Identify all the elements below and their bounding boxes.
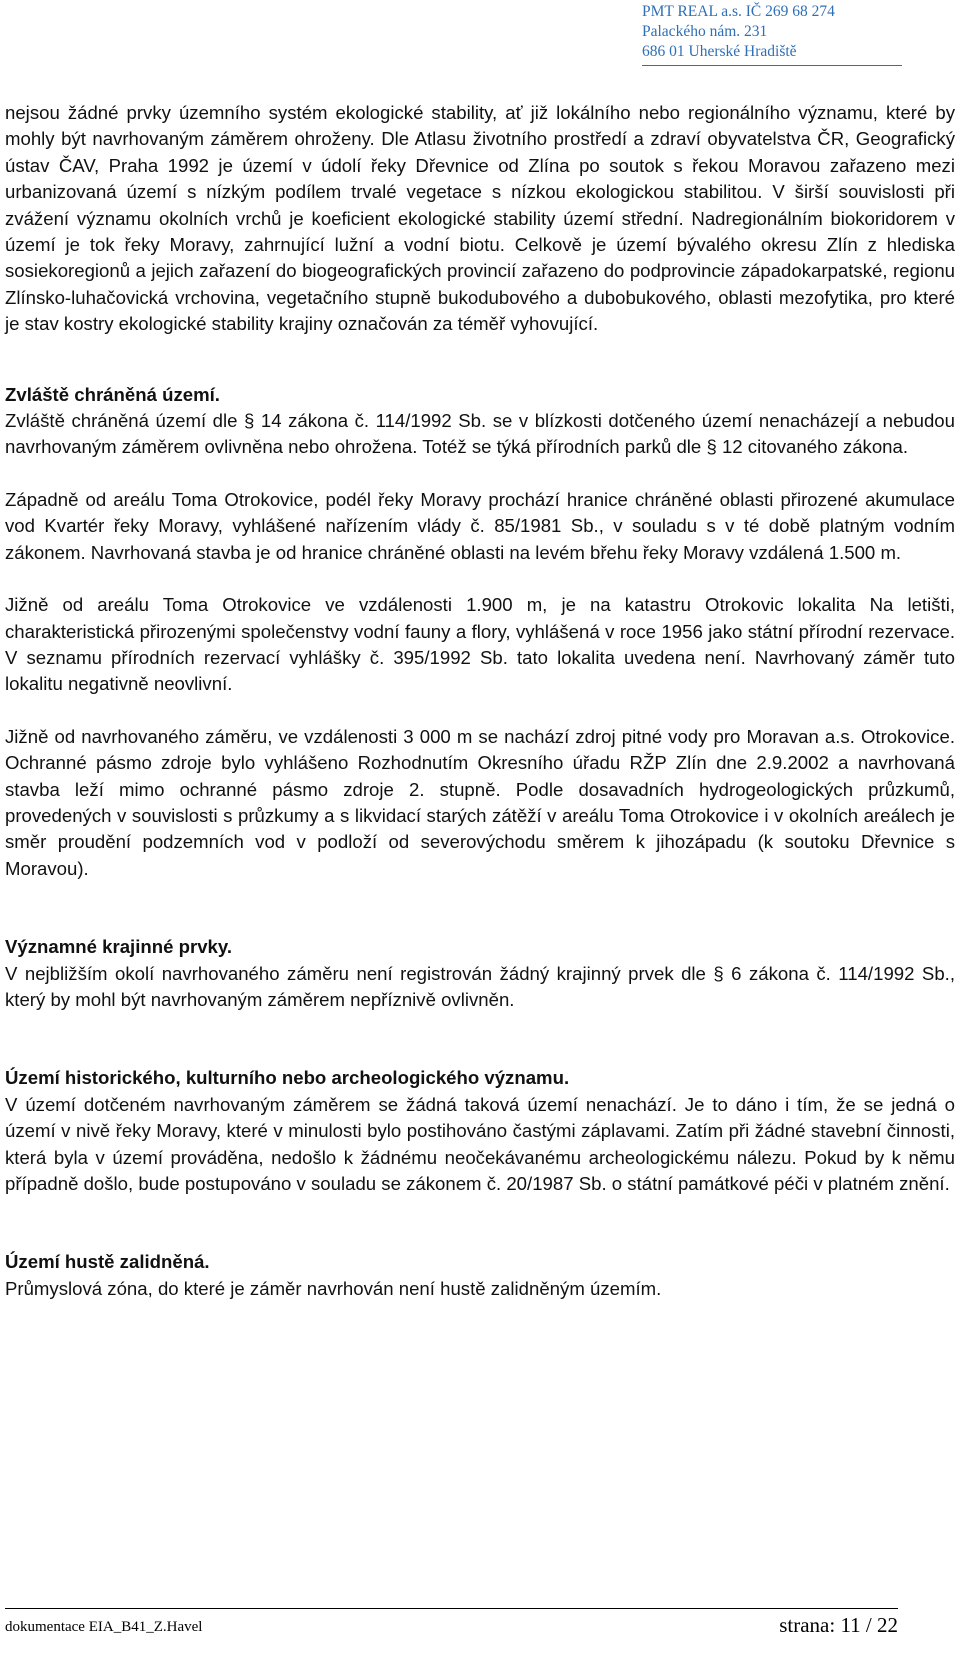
footer-document-name: dokumentace EIA_B41_Z.Havel (5, 1619, 203, 1635)
company-street: Palackého nám. 231 (642, 23, 768, 40)
paragraph: Průmyslová zóna, do které je záměr navrhován není hustě zalidněným územím. (5, 1277, 662, 1299)
page-footer (5, 1608, 898, 1637)
section-title-protected-areas: Zvláště chráněná území. (5, 383, 220, 405)
paragraph: Jižně od areálu Toma Otrokovice ve vzdálenosti 1.900 m, je na katastru Otrokovic lokalita Na letišti, charakteristická přirozenými společenstvy vodní fauny a flory, vyhlášená v roce 1956 jako státní přírodní rezervace. V seznamu přírodních rezervací vyhlášky č. 395/1992 Sb. tato lokalita uvedena není. Navrhovaný záměr tuto lokalitu negativně neovlivní. (5, 594, 955, 695)
paragraph: Západně od areálu Toma Otrokovice, podél řeky Moravy prochází hranice chráněné oblasti přirozené akumulace vod Kvartér řeky Moravy, vyhlášené nařízením vlády č. 85/1981 Sb., v souladu s v té době platným vodním zákonem. Navrhovaná stavba je od hranice chráněné oblasti na levém břehu řeky Moravy vzdálená 1.500 m. (5, 488, 955, 563)
company-city: 686 01 Uherské Hradiště (642, 43, 797, 60)
paragraph: Jižně od navrhovaného záměru, ve vzdálenosti 3 000 m se nachází zdroj pitné vody pro Moravan a.s. Otrokovice. Ochranné pásmo zdroje bylo vyhlášeno Rozhodnutím Okresního úřadu RŽP Zlín dne 2.9.2002 a navrhovaná stavba leží mimo ochranné pásmo zdroje 2. stupně. Podle dosavadních hydrogeologických průzkumů, provedených v souvislosti s průzkumy a s likvidací starých zátěží v areálu Toma Otrokovice i v okolních areálech je směr proudění podzemních vod v podloží od severovýchodu směrem k jihozápadu (k soutoku Dřevnice s Moravou). (5, 725, 955, 879)
page-number: strana: 11 / 22 (779, 1613, 898, 1637)
intro-paragraph: nejsou žádné prvky územního systém ekologické stability, ať již lokálního nebo regionálního významu, které by mohly být navrhovaným záměrem ohroženy. Dle Atlasu životního prostředí a zdraví obyvatelstva ČR, Geografický ústav ČAV, Praha 1992 je území v údolí řeky Dřevnice od Zlína po soutok s řekou Moravou zařazeno mezi urbanizovaná území s nízkým podílem trvalé vegetace s nízkou ekologickou stabilitou. V širší souvislosti při zvážení významu okolních vrchů je koeficient ekologické stability území střední. Nadregionálním biokoridorem v území je tok řeky Moravy, zahrnující lužní a vodní biotu. Celkově je území bývalého okresu Zlín z hlediska sosiekoregionů a jejich zařazení do biogeografických provincií zařazeno do podprovincie západokarpatské, regionu Zlínsko-luhačovická vrchovina, vegetačního stupně bukodubového a dubobukového, oblasti mezofytika, pro které je stav kostry ekologické stability krajiny označován za téměř vyhovující. (5, 102, 955, 335)
section-title-populated-areas: Území hustě zalidněná. (5, 1251, 210, 1273)
company-name: PMT REAL a.s. IČ 269 68 274 (642, 3, 835, 20)
paragraph: V území dotčeném navrhovaným záměrem se žádná taková území nenachází. Je to dáno i tím, že se jedná o území v nivě řeky Moravy, které v minulosti bylo postihováno častými záplavami. Zatím při žádné stavební činnosti, která byla v území prováděna, nedošlo k žádnému neočekávanému archeologickému nálezu. Pokud by k němu případně došlo, bude postupováno v souladu se zákonem č. 20/1987 Sb. o státní památkové péči v platném znění. (5, 1093, 955, 1194)
paragraph: V nejbližším okolí navrhovaného záměru není registrován žádný krajinný prvek dle § 6 zákona č. 114/1992 Sb., který by mohl být navrhovaným záměrem nepříznivě ovlivněn. (5, 962, 955, 1010)
paragraph: Zvláště chráněná území dle § 14 zákona č. 114/1992 Sb. se v blízkosti dotčeného území nenacházejí a nebudou navrhovaným záměrem ovlivněna nebo ohrožena. Totéž se týká přírodních parků dle § 12 citovaného zákona. (5, 410, 955, 458)
section-title-historical-areas: Území historického, kulturního nebo archeologického významu. (5, 1067, 570, 1089)
company-header (642, 2, 902, 66)
section-title-landscape-elements: Významné krajinné prvky. (5, 936, 233, 958)
document-body (5, 100, 955, 1302)
